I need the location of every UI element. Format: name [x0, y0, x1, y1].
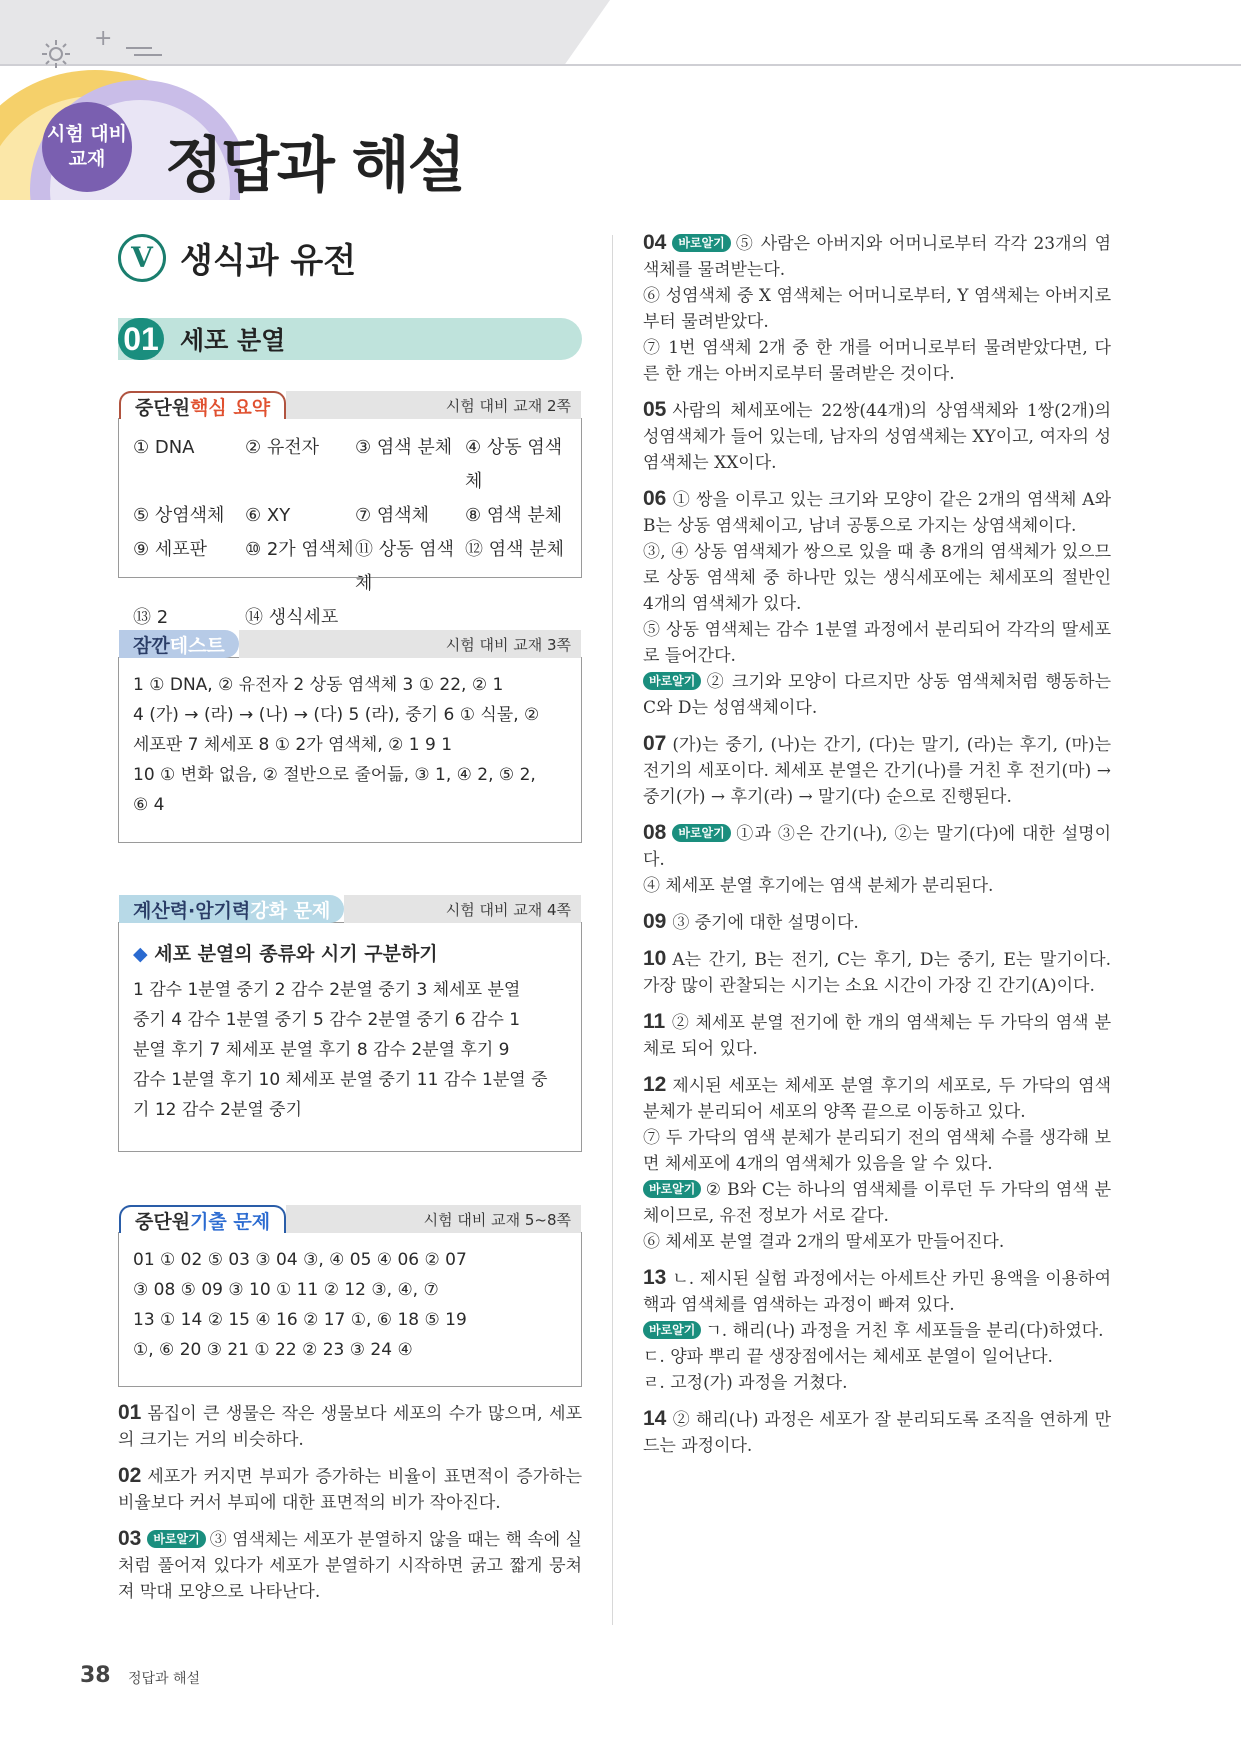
left-explanations	[118, 1400, 582, 1615]
correction-pill: 바로알기	[672, 234, 730, 252]
explanation-item	[643, 909, 1111, 936]
quick-test-line: ⑥ 4	[133, 795, 165, 815]
question-number: 03	[118, 1527, 142, 1550]
quick-test-tag-b: 테스트	[169, 634, 225, 657]
explanation-text: ② 해리(나) 과정은 세포가 잘 분리되도록 조직을 연하게 만드는 과정이다.	[643, 1410, 1111, 1456]
quick-test-ref: 시험 대비 교재 3쪽	[239, 630, 581, 658]
explanation-item	[643, 486, 1111, 721]
summary-tag	[119, 391, 286, 419]
question-number: 02	[118, 1464, 142, 1487]
question-number: 10	[643, 947, 667, 970]
summary-item: ③ 염색 분체	[355, 437, 453, 458]
unit-title: 생식과 유전	[180, 241, 357, 281]
correction-pill: 바로알기	[147, 1530, 205, 1548]
question-number: 04	[643, 231, 667, 254]
exam-tag-b: 기출 문제	[190, 1210, 271, 1233]
explanation-extra: ⑤ 상동 염색체는 감수 1분열 과정에서 분리되어 각각의 딸세포로 들어간다.	[643, 620, 1111, 666]
summary-item: ⑦ 염색체	[355, 505, 430, 526]
quick-test-line: 4 (가) → (라) → (나) → (다) 5 (라), 중기 6 ① 식물, ②	[133, 705, 540, 725]
question-number: 08	[643, 821, 667, 844]
exam-line: ①, ⑥ 20 ③ 21 ① 22 ② 23 ③ 24 ④	[133, 1340, 413, 1360]
drill-line: 분열 후기 7 체세포 분열 후기 8 감수 2분열 후기 9	[133, 1040, 510, 1060]
explanation-extra: ⑦ 두 가닥의 염색 분체가 분리되기 전의 염색체 수를 생각해 보면 체세포에 4개의 염색체가 있음을 알 수 있다.	[643, 1128, 1111, 1174]
exam-tag	[119, 1205, 286, 1233]
summary-body	[119, 419, 581, 647]
drill-box	[118, 899, 582, 1152]
summary-head	[119, 391, 581, 419]
drill-line: 1 감수 1분열 중기 2 감수 2분열 중기 3 체세포 분열	[133, 980, 521, 1000]
question-number: 01	[118, 1401, 142, 1424]
diamond-icon: ◆	[133, 943, 148, 965]
quick-test-tag	[119, 630, 239, 658]
summary-item: ⑫ 염색 분체	[465, 539, 564, 560]
plus-icon: +	[94, 26, 113, 51]
explanation-after: ⑥ 체세포 분열 결과 2개의 딸세포가 만들어진다.	[643, 1232, 1005, 1252]
header-cutout	[526, 0, 1241, 120]
summary-item: ④ 상동 염색체	[465, 437, 563, 492]
drill-line: 감수 1분열 후기 10 체세포 분열 중기 11 감수 1분열 중	[133, 1070, 548, 1090]
explanation-text: ③ 중기에 대한 설명이다.	[672, 913, 859, 933]
summary-item: ⑩ 2가 염색체	[245, 539, 354, 560]
chapter-number: 01	[118, 318, 164, 360]
question-number: 07	[643, 732, 667, 755]
correction-text: ㄱ. 해리(나) 과정을 거친 후 세포들을 분리(다)하였다.	[705, 1321, 1104, 1341]
quick-test-head	[119, 630, 581, 658]
explanation-item	[118, 1526, 582, 1605]
summary-item: ⑭ 생식세포	[245, 607, 339, 628]
drill-body	[119, 923, 581, 1137]
page-number: 38	[80, 1663, 111, 1688]
drill-tag-a: 계산력·암기력	[133, 899, 251, 922]
drill-head	[119, 895, 581, 923]
summary-item: ⑧ 염색 분체	[465, 505, 563, 526]
quick-test-line: 1 ① DNA, ② 유전자 2 상동 염색체 3 ① 22, ② 1	[133, 675, 504, 695]
explanation-text: ①과 ③은 간기(나), ②는 말기(다)에 대한 설명이다.	[643, 824, 1111, 870]
explanation-first-line	[643, 820, 1111, 873]
question-number: 06	[643, 487, 667, 510]
summary-item: ① DNA	[133, 437, 195, 458]
explanation-text: ㄴ. 제시된 실험 과정에서는 아세트산 카민 용액을 이용하여 핵과 염색체를 염색하는 과정이 빠져 있다.	[643, 1269, 1111, 1315]
explanation-text: (가)는 중기, (나)는 간기, (다)는 말기, (라)는 후기, (마)는 전기의 세포이다. 체세포 분열은 간기(나)를 거친 후 전기(마) → 중기(가) → 후기(라) → 말기(다) 순으로 진행된다.	[643, 735, 1111, 807]
badge-line2: 교재	[68, 148, 106, 170]
explanation-text: 제시된 세포는 체세포 분열 후기의 세포로, 두 가닥의 염색 분체가 분리되어 세포의 양쪽 끝으로 이동하고 있다.	[643, 1076, 1111, 1122]
explanation-first-line	[643, 1009, 1111, 1062]
footer-label: 정답과 해설	[128, 1671, 201, 1687]
summary-tag-b: 핵심 요약	[190, 396, 271, 419]
explanation-text: 세포가 커지면 부피가 증가하는 비율이 표면적이 증가하는 비율보다 커서 부피에 대한 표면적의 비가 작아진다.	[118, 1467, 582, 1513]
quick-test-box	[118, 634, 582, 843]
explanation-item	[643, 1265, 1111, 1396]
quick-test-tag-a: 잠깐	[133, 634, 170, 657]
exam-line: 01 ① 02 ⑤ 03 ③ 04 ③, ④ 05 ④ 06 ② 07	[133, 1250, 467, 1270]
drill-ref: 시험 대비 교재 4쪽	[344, 895, 581, 923]
summary-item: ⑤ 상염색체	[133, 505, 225, 526]
drill-line: 중기 4 감수 1분열 중기 5 감수 2분열 중기 6 감수 1	[133, 1010, 521, 1030]
explanation-item	[643, 1072, 1111, 1255]
explanation-text: 사람의 체세포에는 22쌍(44개)의 상염색체와 1쌍(2개)의 성염색체가 들어 있는데, 남자의 성염색체는 XY이고, 여자의 성염색체는 XX이다.	[643, 401, 1111, 473]
question-number: 14	[643, 1407, 667, 1430]
explanation-text: ⑤ 사람은 아버지와 어머니로부터 각각 23개의 염색체를 물려받는다.	[643, 234, 1111, 280]
exam-line: ③ 08 ⑤ 09 ③ 10 ① 11 ② 12 ③, ④, ⑦	[133, 1280, 439, 1300]
summary-box	[118, 396, 582, 628]
explanation-first-line	[643, 1406, 1111, 1459]
explanation-item	[643, 1406, 1111, 1459]
correction-text: ② B와 C는 하나의 염색체를 이루던 두 가닥의 염색 분체이므로, 유전 정보가 서로 같다.	[643, 1180, 1111, 1226]
drill-tag-b: 강화 문제	[250, 899, 331, 922]
summary-tag-a: 중단원	[135, 396, 191, 419]
summary-item: ② 유전자	[245, 437, 320, 458]
explanation-extra: ⑥ 성염색체 중 X 염색체는 어머니로부터, Y 염색체는 아버지로부터 물려받았다.	[643, 286, 1111, 332]
explanation-first-line	[118, 1463, 582, 1516]
exam-box	[118, 1210, 582, 1387]
exam-prep-badge	[42, 102, 132, 192]
exam-tag-a: 중단원	[135, 1210, 191, 1233]
summary-ref: 시험 대비 교재 2쪽	[286, 391, 581, 419]
explanation-first-line	[643, 1072, 1111, 1125]
explanation-text: A는 간기, B는 전기, C는 후기, D는 중기, E는 말기이다. 가장 많이 관찰되는 시기는 소요 시간이 가장 긴 간기(A)이다.	[643, 950, 1111, 996]
explanation-text: ① 쌍을 이루고 있는 크기와 모양이 같은 2개의 염색체 A와 B는 상동 염색체이고, 남녀 공통으로 가지는 상염색체이다.	[643, 490, 1111, 536]
unit-heading	[118, 233, 356, 282]
drill-line: 기 12 감수 2분열 중기	[133, 1100, 303, 1120]
summary-item: ⑥ XY	[245, 505, 291, 526]
explanation-first-line	[643, 1265, 1111, 1318]
drill-subtitle	[133, 939, 567, 969]
correction-pill: 바로알기	[643, 1180, 701, 1198]
explanation-after: ㄷ. 양파 뿌리 끝 생장점에서는 체세포 분열이 일어난다.	[643, 1347, 1053, 1367]
question-number: 05	[643, 398, 667, 421]
explanation-item	[643, 820, 1111, 899]
explanation-extra: ④ 체세포 분열 후기에는 염색 분체가 분리된다.	[643, 876, 994, 896]
correction-pill: 바로알기	[672, 824, 730, 842]
badge-line1: 시험 대비	[46, 123, 128, 145]
explanation-first-line	[643, 486, 1111, 539]
explanation-text: ③ 염색체는 세포가 분열하지 않을 때는 핵 속에 실처럼 풀어져 있다가 세포가 분열하기 시작하면 굵고 짧게 뭉쳐져 막대 모양으로 나타난다.	[118, 1530, 582, 1602]
explanation-item	[643, 731, 1111, 810]
summary-item: ⑨ 세포판	[133, 539, 208, 560]
explanation-item	[643, 1009, 1111, 1062]
exam-body	[119, 1233, 581, 1377]
question-number: 11	[643, 1010, 666, 1033]
quick-test-line: 10 ① 변화 없음, ② 절반으로 줄어듦, ③ 1, ④ 2, ⑤ 2,	[133, 765, 536, 785]
explanation-extra: ⑦ 1번 염색체 2개 중 한 개를 어머니로부터 물려받았다면, 다른 한 개는 아버지로부터 물려받은 것이다.	[643, 338, 1111, 384]
question-number: 12	[643, 1073, 667, 1096]
drill-lines	[133, 975, 567, 1125]
question-number: 09	[643, 910, 667, 933]
explanation-correction	[643, 1318, 1111, 1344]
explanation-item	[643, 230, 1111, 387]
page-title: 정답과 해설	[165, 131, 464, 201]
explanation-correction	[643, 1177, 1111, 1229]
unit-numeral: V	[118, 234, 166, 282]
explanation-first-line	[118, 1526, 582, 1605]
question-number: 13	[643, 1266, 667, 1289]
explanation-first-line	[643, 230, 1111, 283]
explanation-item	[643, 397, 1111, 476]
explanation-item	[643, 946, 1111, 999]
explanation-extra: ③, ④ 상동 염색체가 쌍으로 있을 때 총 8개의 염색체가 있으므로 상동 염색체 중 하나만 있는 생식세포에는 체세포의 절반인 4개의 염색체가 있다.	[643, 542, 1111, 614]
drill-subtitle-text: 세포 분열의 종류와 시기 구분하기	[154, 943, 438, 965]
explanation-correction	[643, 669, 1111, 721]
explanation-text: 몸집이 큰 생물은 작은 생물보다 세포의 수가 많으며, 세포의 크기는 거의 비슷하다.	[118, 1404, 582, 1450]
exam-head	[119, 1205, 581, 1233]
quick-test-line: 세포판 7 체세포 8 ① 2가 염색체, ② 1 9 1	[133, 735, 453, 755]
summary-item: ⑪ 상동 염색체	[355, 539, 454, 594]
explanation-first-line	[643, 946, 1111, 999]
exam-ref: 시험 대비 교재 5~8쪽	[286, 1205, 581, 1233]
explanation-item	[118, 1400, 582, 1453]
exam-line: 13 ① 14 ② 15 ④ 16 ② 17 ①, ⑥ 18 ⑤ 19	[133, 1310, 467, 1330]
drill-tag	[119, 895, 344, 923]
correction-pill: 바로알기	[643, 1321, 701, 1339]
chapter-bar	[118, 318, 582, 360]
chapter-title: 세포 분열	[180, 326, 286, 355]
quick-test-body	[119, 658, 581, 832]
explanation-first-line	[643, 397, 1111, 476]
explanation-item	[118, 1463, 582, 1516]
right-explanations	[643, 230, 1111, 1469]
correction-text: ② 크기와 모양이 다르지만 상동 염색체처럼 행동하는 C와 D는 성염색체이다.	[643, 672, 1111, 718]
correction-pill: 바로알기	[643, 672, 701, 690]
column-divider	[612, 235, 613, 1625]
explanation-after: ㄹ. 고정(가) 과정을 거쳤다.	[643, 1373, 848, 1393]
explanation-first-line	[643, 731, 1111, 810]
explanation-text: ② 체세포 분열 전기에 한 개의 염색체는 두 가닥의 염색 분체로 되어 있다.	[643, 1013, 1111, 1059]
summary-grid	[133, 431, 567, 635]
explanation-first-line	[118, 1400, 582, 1453]
summary-item: ⑬ 2	[133, 607, 169, 628]
explanation-first-line	[643, 909, 1111, 936]
